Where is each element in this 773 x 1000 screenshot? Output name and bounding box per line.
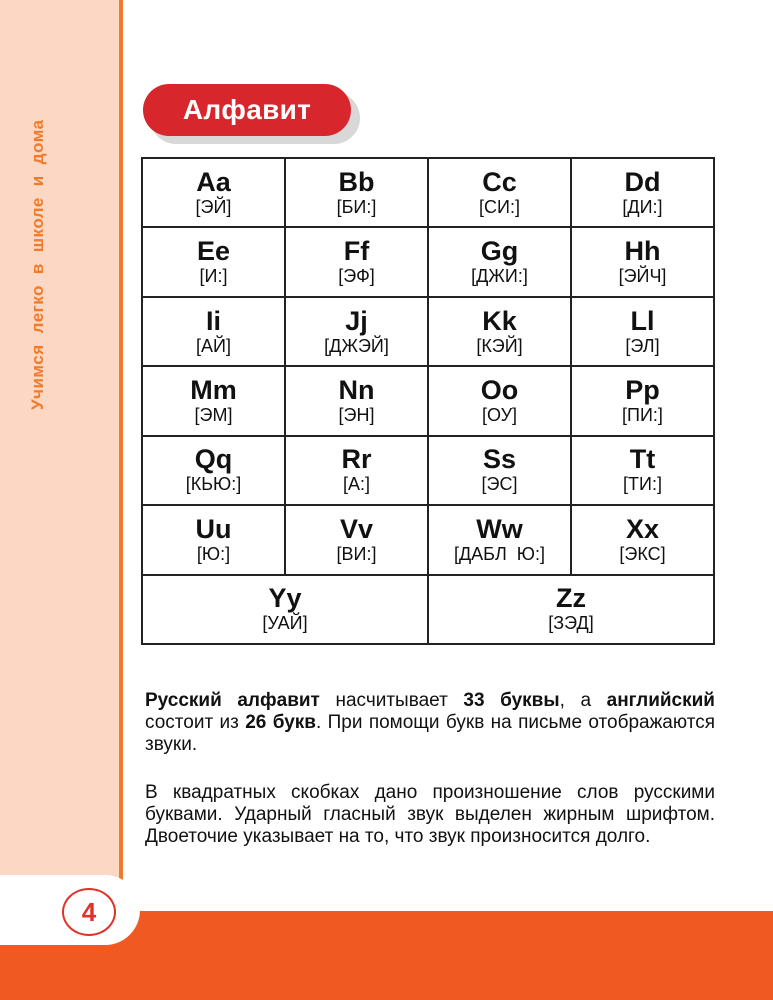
pronunciation: [КЬЮ:] (185, 474, 242, 495)
letter-cell (428, 158, 571, 227)
letter: Mm (190, 374, 237, 405)
letter-cell (285, 158, 428, 227)
table-row (142, 436, 714, 505)
letter-cell (142, 575, 428, 644)
table-row (142, 297, 714, 366)
pronunciation: [ЭЙЧ] (618, 266, 667, 287)
text: . При помощи букв на письме отображаются звуки. (145, 712, 715, 755)
letter-cell (571, 366, 714, 435)
sidebar-word: школе (28, 197, 47, 253)
pronunciation: [СИ:] (479, 196, 520, 217)
letter: Ii (205, 305, 221, 336)
letter: Hh (624, 236, 661, 267)
letter: Ff (343, 236, 370, 267)
pronunciation: [И:] (199, 266, 228, 287)
letter-cell (285, 297, 428, 366)
bold-text: 33 буквы (463, 690, 560, 711)
letter: Nn (338, 374, 375, 405)
letter: Aa (196, 166, 231, 197)
letter-cell (285, 436, 428, 505)
side-strip (0, 0, 119, 1000)
pronunciation: [Ю:] (196, 543, 231, 564)
letter: Bb (338, 166, 375, 197)
letter: Ee (196, 236, 231, 267)
table-row (142, 505, 714, 574)
letter-cell (142, 436, 285, 505)
letter: Tt (629, 444, 656, 475)
pronunciation: [ТИ:] (623, 474, 662, 495)
text: , а (559, 690, 607, 711)
sidebar-word: легко (28, 285, 47, 334)
letter-cell (428, 366, 571, 435)
letter: Ww (476, 513, 523, 544)
letter-cell (285, 227, 428, 296)
bold-text: английский (606, 690, 715, 711)
pronunciation: [УАЙ] (262, 613, 308, 634)
sidebar-series-title (28, 108, 48, 410)
pronunciation: [ЗЭД] (548, 613, 594, 634)
pronunciation: [БИ:] (336, 196, 377, 217)
table-row (142, 575, 714, 644)
letter-cell (285, 505, 428, 574)
pronunciation: [ЭКС] (619, 543, 666, 564)
letter-cell (428, 436, 571, 505)
pronunciation: [ЭС] (481, 474, 518, 495)
letter-cell (571, 505, 714, 574)
letter-cell (428, 297, 571, 366)
pronunciation: [ДЖИ:] (471, 266, 528, 287)
letter-cell (571, 158, 714, 227)
letter-cell (571, 227, 714, 296)
letter: Qq (194, 444, 233, 475)
text: насчитывает (319, 690, 464, 711)
letter-cell (571, 436, 714, 505)
letter: Oo (480, 374, 519, 405)
letter-cell (428, 227, 571, 296)
sidebar-word: в (28, 263, 47, 275)
side-divider (119, 0, 123, 1000)
letter-cell (142, 227, 285, 296)
letter-cell (142, 366, 285, 435)
sidebar-word: Учимся (28, 344, 47, 410)
alphabet-table (141, 157, 715, 645)
pronunciation: [КЭЙ] (476, 335, 523, 356)
letter-cell (142, 505, 285, 574)
letter: Kk (482, 305, 517, 336)
table-row (142, 158, 714, 227)
letter: Ll (630, 305, 655, 336)
text: состоит из (145, 712, 246, 733)
pronunciation: [А:] (342, 474, 370, 495)
letter: Yy (268, 583, 302, 614)
sidebar-word: и (28, 175, 47, 187)
letter: Jj (345, 305, 368, 336)
pronunciation: [ЭМ] (194, 404, 233, 425)
pronunciation: [ЭЙ] (195, 196, 232, 217)
sidebar-word: дома (28, 119, 47, 165)
paragraph-alphabet-count (145, 690, 715, 756)
letter-cell (428, 505, 571, 574)
letter: Ss (482, 444, 517, 475)
bold-text: Русский алфавит (145, 690, 320, 711)
letter: Rr (341, 444, 372, 475)
letter-cell (142, 158, 285, 227)
paragraph-pronunciation-note: В квадратных скобках дано произношение слов русскими буквами. Ударный гласный звук выделен жирным шрифтом. Двоеточие указывает на то, что звук произносится долго. (145, 782, 715, 847)
letter: Zz (556, 583, 586, 614)
letter: Cc (482, 166, 517, 197)
page-number: 4 (62, 888, 116, 936)
letter-cell (571, 297, 714, 366)
letter: Uu (195, 513, 232, 544)
pronunciation: [АЙ] (196, 335, 231, 356)
pronunciation: [ЭФ] (338, 266, 375, 287)
letter-cell (428, 575, 714, 644)
letter: Xx (625, 513, 660, 544)
pronunciation: [ВИ:] (336, 543, 377, 564)
pronunciation: [ОУ] (481, 404, 518, 425)
pronunciation: [ЭЛ] (625, 335, 660, 356)
table-row (142, 227, 714, 296)
pronunciation: [ДАБЛ Ю:] (453, 543, 545, 564)
pronunciation: [ЭН] (338, 404, 375, 425)
letter: Vv (339, 513, 374, 544)
table-row (142, 366, 714, 435)
letter-cell (142, 297, 285, 366)
letter-cell (285, 366, 428, 435)
page-title: Алфавит (143, 84, 351, 136)
pronunciation: [ДЖЭЙ] (324, 335, 389, 356)
letter: Dd (624, 166, 661, 197)
letter: Gg (480, 236, 519, 267)
pronunciation: [ПИ:] (622, 404, 663, 425)
pronunciation: [ДИ:] (622, 196, 663, 217)
letter: Pp (625, 374, 660, 405)
bold-text: 26 букв (245, 712, 316, 733)
